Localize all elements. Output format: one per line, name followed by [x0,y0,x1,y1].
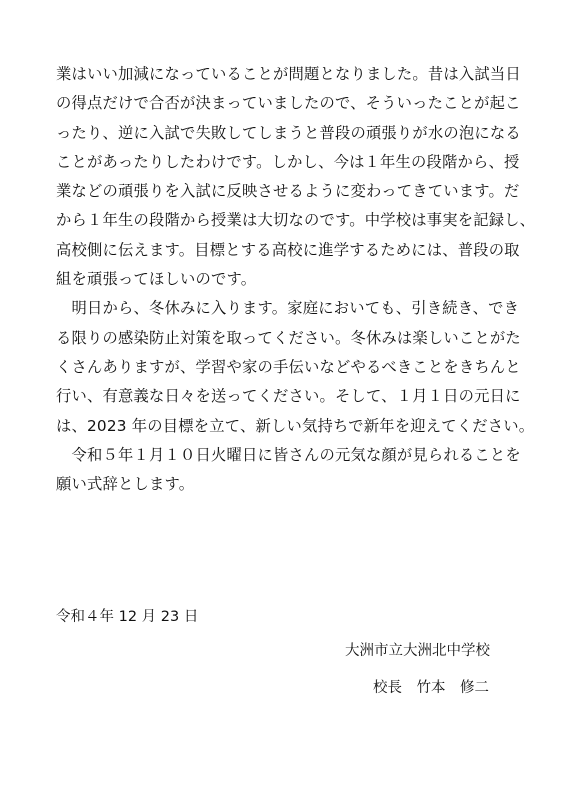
text-line: ことがあったりしたわけです。しかし、今は１年生の段階から、授 [56,152,520,171]
text-line: から１年生の段階から授業は大切なのです。中学校は事実を記録し、 [56,211,536,230]
text-line: 高校側に伝えます。目標とする高校に進学するためには、普段の取 [56,240,520,259]
text-line: ったり、逆に入試で失敗してしまうと普段の頑張りが水の泡になる [56,123,521,142]
school-name: 大洲市立大洲北中学校 [345,643,490,659]
text-line: 業などの頑張りを入試に反映させるように変わってきています。だ [56,182,520,201]
text-line: くさんありますが、学習や家の手伝いなどやるべきことをきちんと [56,357,521,376]
text-line: 明日から、冬休みに入ります。家庭においても、引き続き、でき [56,299,520,318]
text-line: 令和５年１月１０日火曜日に皆さんの元気な顔が見られることを [56,445,521,464]
text-line: 願い式辞とします。 [56,475,195,494]
principal-signature: 校長 竹本 修二 [373,680,489,696]
text-line: 行い、有意義な日々を送ってください。そして、１月１日の元日に [56,387,521,406]
document-date: 令和４年 12 月 23 日 [56,609,199,625]
text-line: は、2023 年の目標を立て、新しい気持ちで新年を迎えてください。 [56,416,535,435]
text-line: 業はいい加減になっていることが問題となりました。昔は入試当日 [56,65,521,83]
text-line: 組を頑張ってほしいのです。 [56,270,257,289]
text-line: の得点だけで合否が決まっていましたので、そういったことが起こ [56,94,521,113]
speech-body [56,60,536,499]
text-line: る限りの感染防止対策を取ってください。冬休みは楽しいことがた [56,328,521,347]
